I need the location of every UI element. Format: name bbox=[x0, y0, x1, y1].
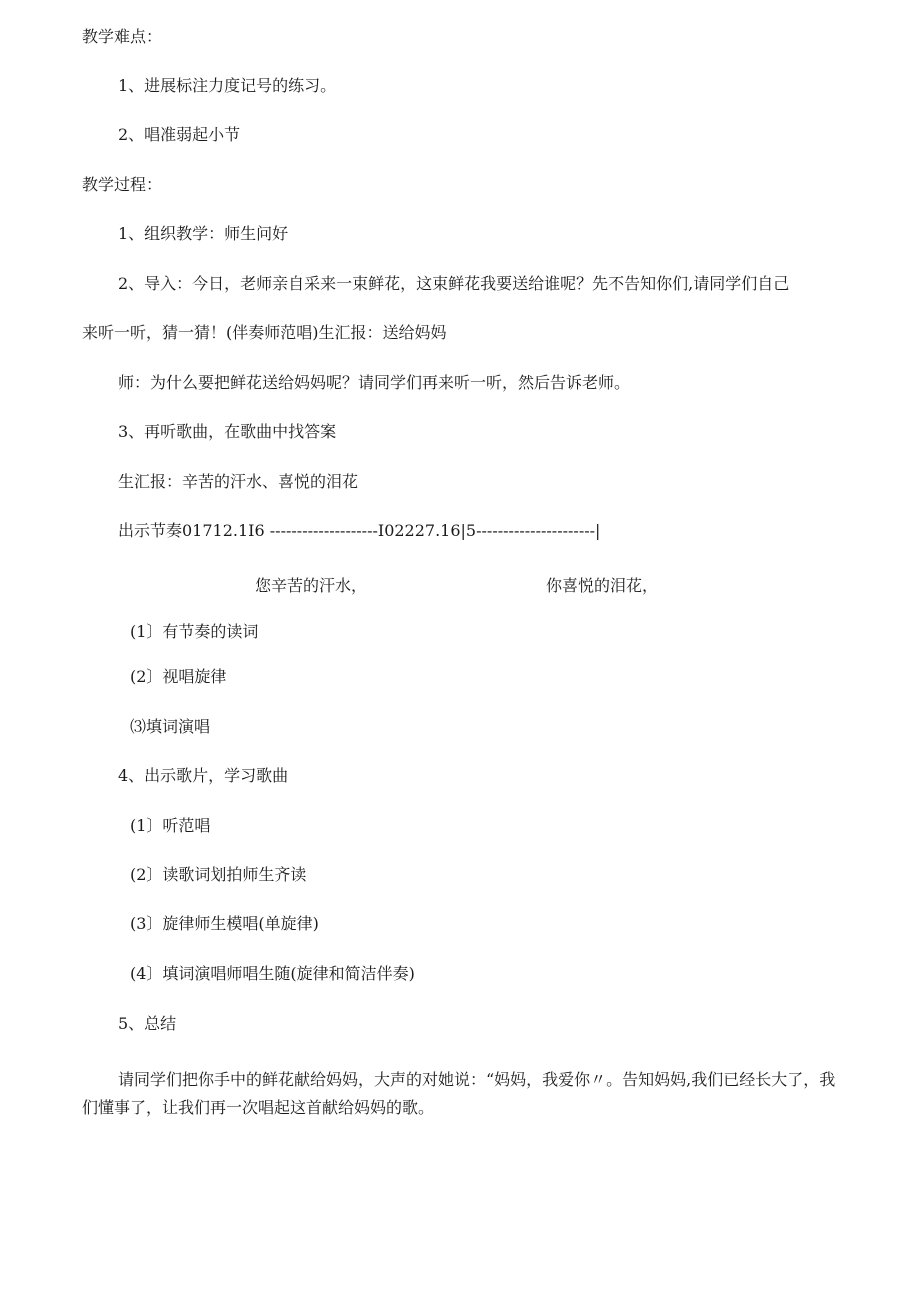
lyric-left: 您辛苦的汗水， bbox=[255, 576, 368, 595]
process-step-2-line-1: 2、导入：今日，老师亲自采来一束鲜花，这束鲜花我要送给谁呢？先不告知你们,请同学们自己 bbox=[118, 274, 790, 293]
step-3-subitem-1: (1〕有节奏的读词 bbox=[130, 622, 259, 641]
lyric-right: 你喜悦的泪花， bbox=[546, 576, 659, 595]
step-4-subitem-1: (1〕听范唱 bbox=[130, 816, 211, 835]
difficulty-item-2: 2、唱准弱起小节 bbox=[118, 125, 241, 144]
teacher-question: 师：为什么要把鲜花送给妈妈呢？请同学们再来听一听，然后告诉老师。 bbox=[118, 373, 631, 392]
rhythm-notation: 出示节奏01712.1I6 --------------------I02227.16|5----------------------| bbox=[118, 521, 601, 540]
heading-teaching-process: 教学过程： bbox=[82, 175, 163, 194]
step-4-subitem-3: (3〕旋律师生模唱(单旋律) bbox=[130, 914, 319, 933]
heading-teaching-difficulties: 教学难点： bbox=[82, 27, 163, 46]
summary-paragraph: 请同学们把你手中的鲜花献给妈妈，大声的对她说：“妈妈，我爱你〃。告知妈妈,我们已经长大了，我们懂事了，让我们再一次唱起这首献给妈妈的歌。 bbox=[82, 1070, 836, 1117]
step-4-subitem-4: (4〕填词演唱师唱生随(旋律和简洁伴奏) bbox=[130, 964, 415, 983]
process-step-2-line-2: 来听一听，猜一猜！(伴奏师范唱)生汇报：送给妈妈 bbox=[82, 323, 447, 342]
difficulty-item-1: 1、进展标注力度记号的练习。 bbox=[118, 76, 337, 95]
process-step-5: 5、总结 bbox=[118, 1014, 177, 1033]
process-step-4: 4、出示歌片，学习歌曲 bbox=[118, 766, 289, 785]
process-step-1: 1、组织教学：师生问好 bbox=[118, 224, 289, 243]
student-report: 生汇报：辛苦的汗水、喜悦的泪花 bbox=[118, 472, 359, 491]
step-3-subitem-3: ⑶填词演唱 bbox=[130, 717, 211, 736]
step-4-subitem-2: (2〕读歌词划拍师生齐读 bbox=[130, 865, 307, 884]
process-step-3: 3、再听歌曲，在歌曲中找答案 bbox=[118, 422, 337, 441]
step-3-subitem-2: (2〕视唱旋律 bbox=[130, 667, 227, 686]
